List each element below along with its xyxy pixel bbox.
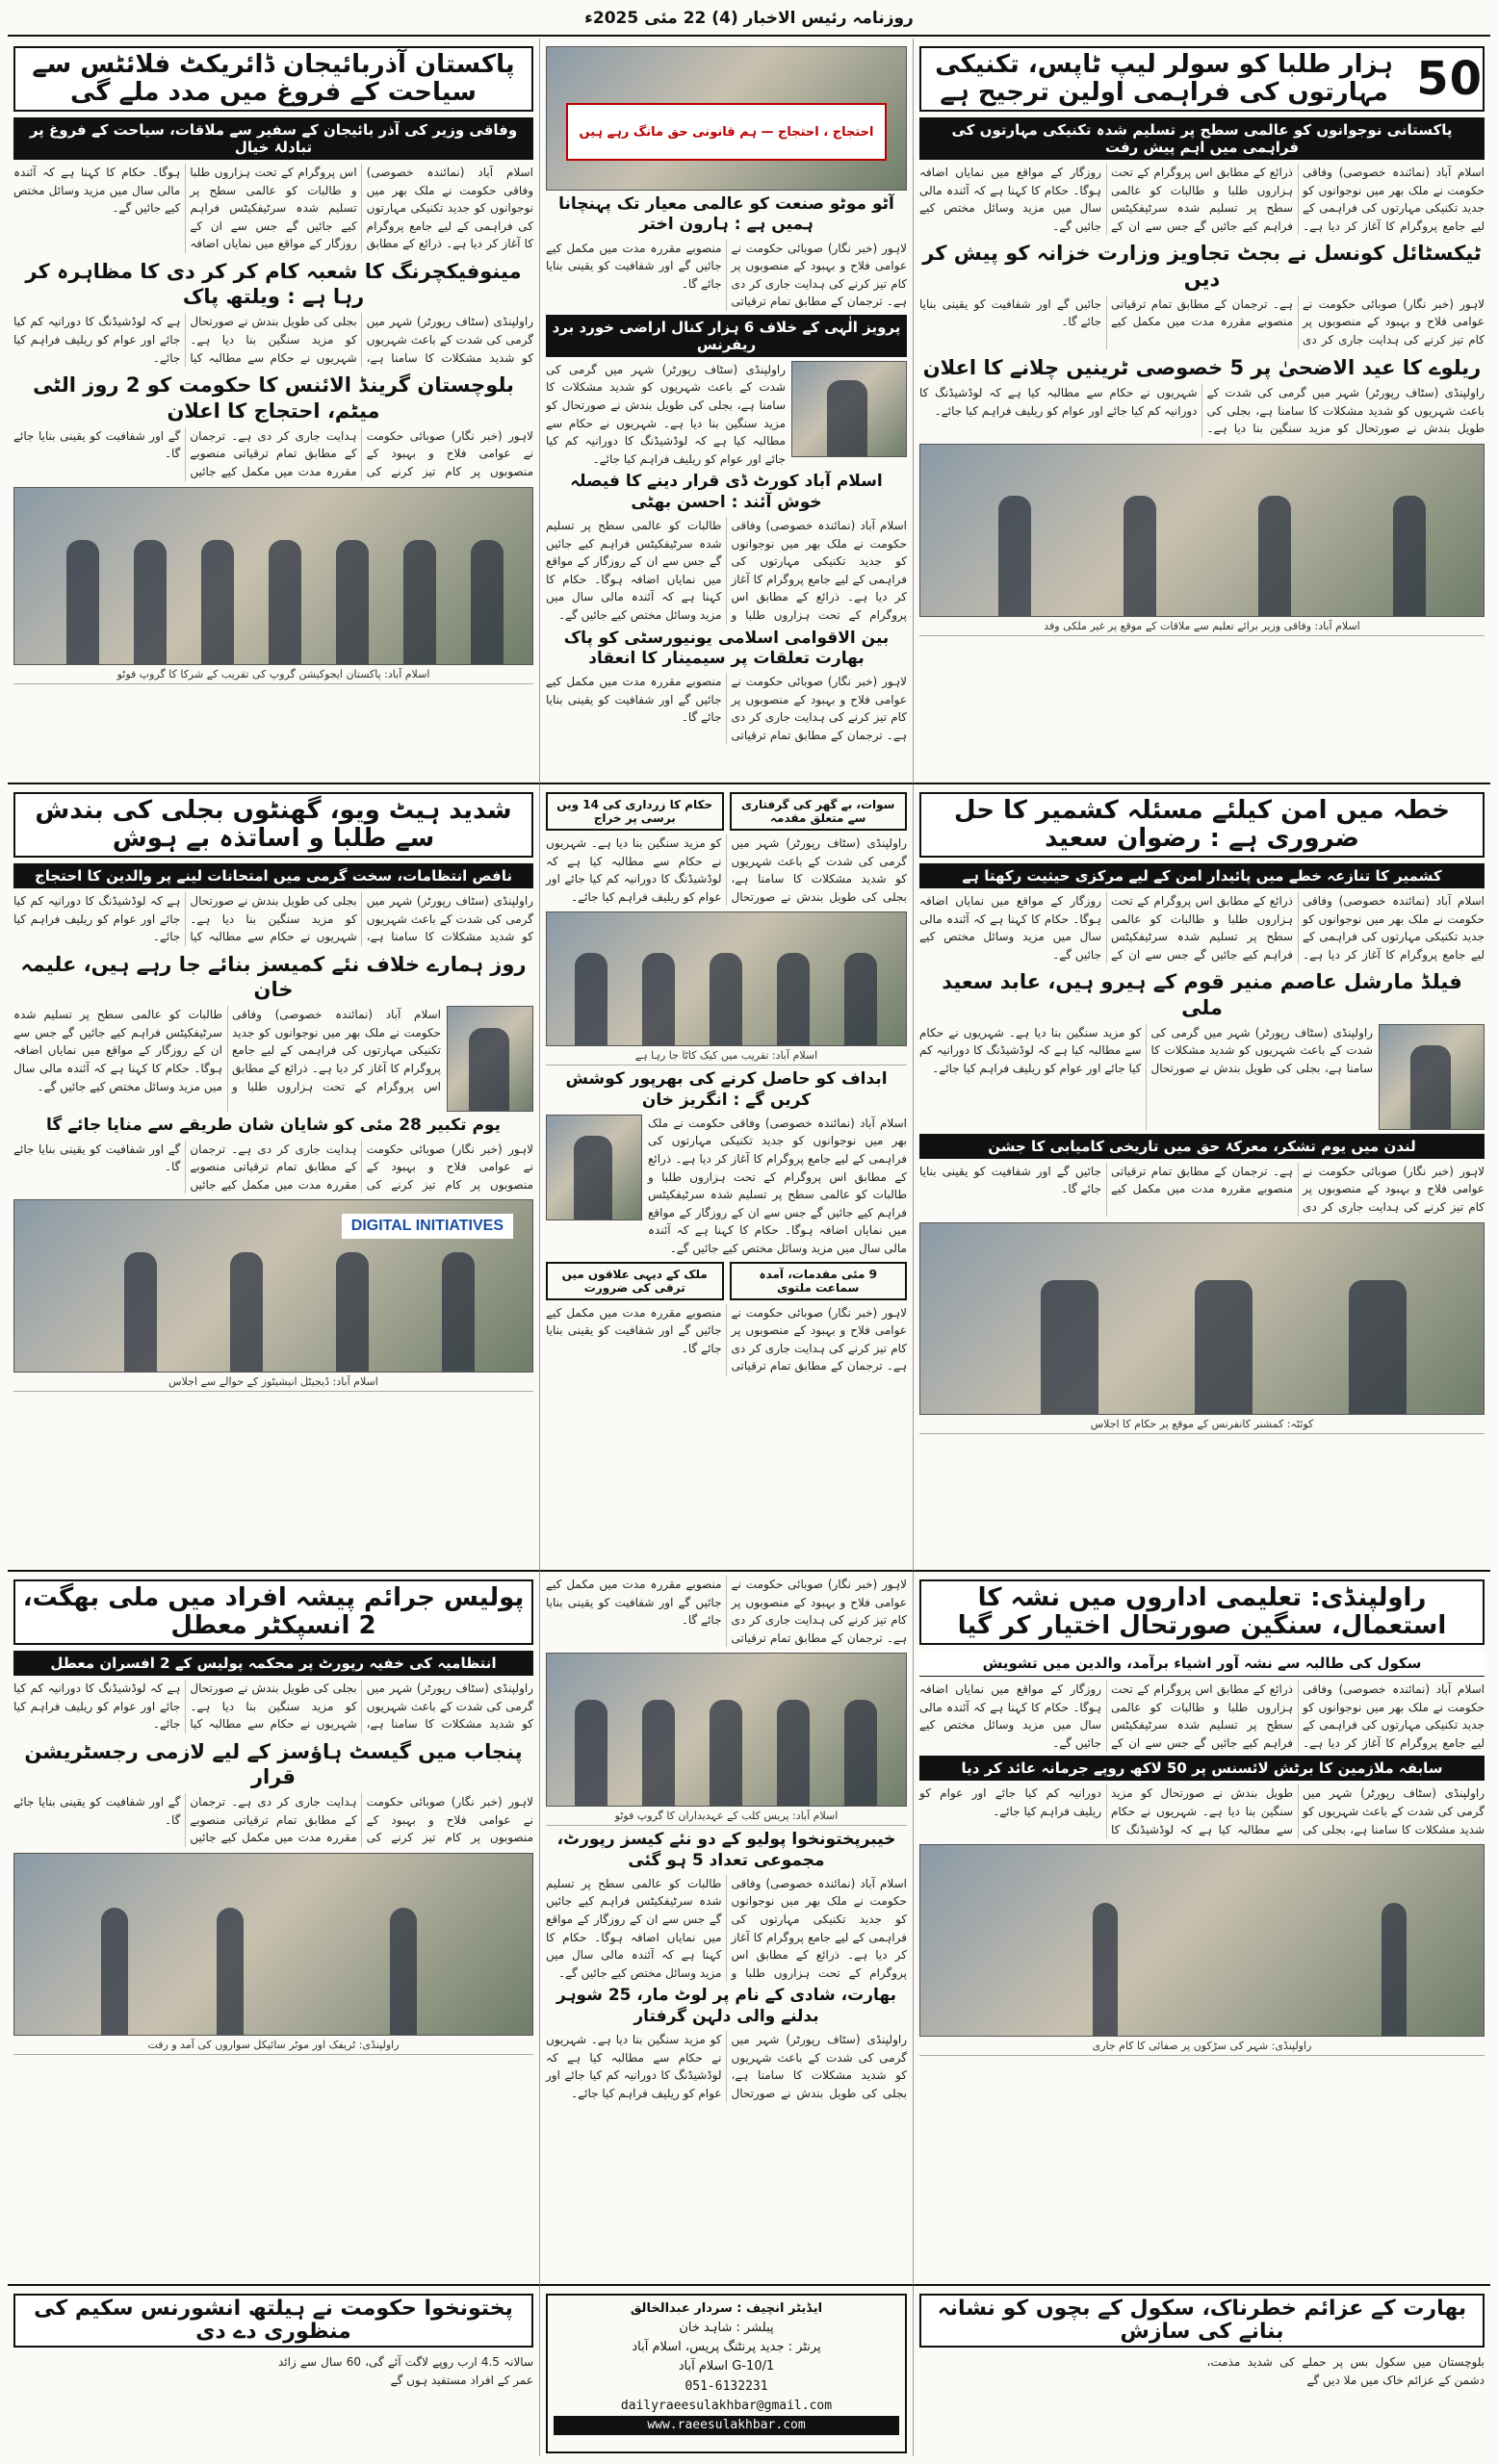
story-heatwave — [8, 784, 539, 1572]
story-students — [913, 38, 1490, 784]
photo-caption: اسلام آباد: پاکستان ایجوکیشن گروپ کی تقریب کے شرکا کا گروپ فوٹو — [13, 665, 533, 684]
story-body-polio: اسلام آباد (نمائندہ خصوصی) وفاقی حکومت نے ملک بھر میں نوجوانوں کو جدید تکنیکی مہارتوں کی فراہمی کے لیے جامع پروگرام کا آغاز کر دیا ہے۔ ذرائع کے مطابق اس پروگرام کے تحت ہزاروں طلبا و طالبات کو عالمی سطح پر تسلیم شدہ سرٹیفکیٹس فراہم کیے جائیں گے جس سے ان کے روزگار کے مواقع میں نمایاں اضافہ ہوگا۔ حکام کا کہنا ہے کہ آئندہ مالی سال میں مزید وسائل مختص کیے جائیں گے۔ — [546, 1876, 907, 1980]
headline-banner: پاکستان آذربائیجان ڈائریکٹ فلائٹس سے سیاحت کے فروغ میں مدد ملے گی — [13, 46, 533, 112]
subheadline: پاکستانی نوجوانوں کو عالمی سطح پر تسلیم شدہ تکنیکی مہارتوں کی فراہمی میں اہم پیش رفت — [919, 117, 1485, 160]
story-body: اسلام آباد (نمائندہ خصوصی) وفاقی حکومت نے ملک بھر میں نوجوانوں کو جدید تکنیکی مہارتوں کی فراہمی کے لیے جامع پروگرام کا آغاز کر دیا ہے۔ ذرائع کے مطابق اس پروگرام کے تحت ہزاروں طلبا و طالبات کو عالمی سطح پر تسلیم شدہ سرٹیفکیٹس فراہم کیے جائیں گے جس سے ان کے روزگار کے مواقع میں نمایاں اضافہ ہوگا۔ حکام کا کہنا ہے کہ آئندہ مالی سال میں مزید وسائل مختص کیے جائیں گے۔ — [919, 166, 1485, 233]
photo-caption: کوئٹہ: کمشنر کانفرنس کے موقع پر حکام کا اجلاس — [919, 1415, 1485, 1434]
story-drugs — [913, 1572, 1490, 2286]
story-body-court: اسلام آباد (نمائندہ خصوصی) وفاقی حکومت نے ملک بھر میں نوجوانوں کو جدید تکنیکی مہارتوں کی فراہمی کے لیے جامع پروگرام کا آغاز کر دیا ہے۔ ذرائع کے مطابق اس پروگرام کے تحت ہزاروں طلبا و طالبات کو عالمی سطح پر تسلیم شدہ سرٹیفکیٹس فراہم کیے جائیں گے جس سے ان کے روزگار کے مواقع میں نمایاں اضافہ ہوگا۔ حکام کا کہنا ہے کہ آئندہ مالی سال میں مزید وسائل مختص کیے جائیں گے۔ — [546, 518, 907, 622]
portrait-photo — [447, 1006, 533, 1112]
brief-box-2: حکام کا زرداری کی 14 ویں برسی پر خراج — [546, 792, 724, 831]
photo-caption: اسلام آباد: ڈیجیٹل انیشیٹوز کے حوالے سے اجلاس — [13, 1373, 533, 1392]
phone-number: 051-6132231 — [684, 2378, 768, 2394]
headline-london: لندن میں یوم تشکر، معرکۂ حق میں تاریخی کامیابی کا جشن — [919, 1134, 1485, 1159]
story-body-briefs: راولپنڈی (سٹاف رپورٹر) شہر میں گرمی کی شدت کے باعث شہریوں کو شدید مشکلات کا سامنا ہے، بجلی کی طویل بندش نے صورتحال کو مزید سنگین بنا دیا ہے۔ شہریوں نے حکام سے مطالبہ کیا ہے کہ لوڈشیڈنگ کا دورانیہ کم کیا جائے اور عوام کو ریلیف فراہم کیا جائے۔ — [546, 836, 907, 904]
headline-field-marshal: فیلڈ مارشل عاصم منیر قوم کے ہیرو ہیں، عابد سعید ملی — [942, 970, 1462, 1019]
email-address[interactable]: dailyraeesulakhbar@gmail.com — [620, 2398, 833, 2413]
story-health-insurance — [8, 2286, 539, 2456]
photo-caption: اسلام آباد: وفاقی وزیر برائے تعلیم سے ملاقات کے موقع پر غیر ملکی وفد — [919, 617, 1485, 636]
headline-manufacturing: مینوفیکچرنگ کا شعبہ کام کر کر دی کا مظاہرہ کر رہا ہے : ویلتھ پاک — [25, 259, 522, 309]
story-body-intro: لاہور (خبر نگار) صوبائی حکومت نے عوامی فلاح و بہبود کے منصوبوں پر کام تیز کرنے کی ہدایت جاری کر دی ہے۔ ترجمان کے مطابق تمام ترقیاتی منصوبے مقررہ مدت میں مکمل کیے جائیں گے اور شفافیت کو یقینی بنایا جائے گا۔ — [546, 1578, 907, 1645]
story-body-fine: راولپنڈی (سٹاف رپورٹر) شہر میں گرمی کی شدت کے باعث شہریوں کو شدید مشکلات کا سامنا ہے، بجلی کی طویل بندش نے صورتحال کو مزید سنگین بنا دیا ہے۔ شہریوں نے حکام سے مطالبہ کیا ہے کہ لوڈشیڈنگ کا دورانیہ کم کیا جائے اور عوام کو ریلیف فراہم کیا جائے۔ — [919, 1786, 1485, 1836]
story-body: بلوچستان میں سکول بس پر حملے کی شدید مذمت، دشمن کے عزائم خاک میں ملا دیں گے — [1206, 2355, 1485, 2387]
editor-in-chief: ایڈیٹر انچیف : سردار عبدالخالق — [630, 2301, 823, 2316]
story-body-pervaiz: راولپنڈی (سٹاف رپورٹر) شہر میں گرمی کی شدت کے باعث شہریوں کو شدید مشکلات کا سامنا ہے، بجلی کی طویل بندش نے صورتحال کو مزید سنگین بنا دیا ہے۔ شہریوں نے حکام سے مطالبہ کیا ہے کہ لوڈشیڈنگ کا دورانیہ کم کیا جائے اور عوام کو ریلیف فراہم کیا جائے۔ — [546, 362, 786, 466]
press-club-photo — [546, 1653, 907, 1807]
brief-box-3: 9 مئی مقدمات، آمدہ سماعت ملتوی — [730, 1262, 908, 1300]
meeting-photo — [919, 444, 1485, 617]
digital-meeting-photo — [13, 1199, 533, 1373]
portrait-photo — [791, 361, 907, 457]
story-body-briefs-2: لاہور (خبر نگار) صوبائی حکومت نے عوامی فلاح و بہبود کے منصوبوں پر کام تیز کرنے کی ہدایت جاری کر دی ہے۔ ترجمان کے مطابق تمام ترقیاتی منصوبے مقررہ مدت میں مکمل کیے جائیں گے اور شفافیت کو یقینی بنایا جائے گا۔ — [546, 1305, 907, 1373]
headline-banner: پولیس جرائم پیشہ افراد میں ملی بھگت، 2 انسپکٹر معطل — [13, 1579, 533, 1645]
headline-balochistan: بلوچستان گرینڈ الائنس کا حکومت کو 2 روز الٹی میٹم، احتجاج کا اعلان — [33, 373, 514, 423]
story-body-field-marshal: راولپنڈی (سٹاف رپورٹر) شہر میں گرمی کی شدت کے باعث شہریوں کو شدید مشکلات کا سامنا ہے، بجلی کی طویل بندش نے صورتحال کو مزید سنگین بنا دیا ہے۔ شہریوں نے حکام سے مطالبہ کیا ہے کہ لوڈشیڈنگ کا دورانیہ کم کیا جائے اور عوام کو ریلیف فراہم کیا جائے۔ — [919, 1025, 1373, 1076]
conference-photo — [919, 1222, 1485, 1415]
story-body-railway: راولپنڈی (سٹاف رپورٹر) شہر میں گرمی کی شدت کے باعث شہریوں کو شدید مشکلات کا سامنا ہے، بجلی کی طویل بندش نے صورتحال کو مزید سنگین بنا دیا ہے۔ شہریوں نے حکام سے مطالبہ کیا ہے کہ لوڈشیڈنگ کا دورانیہ کم کیا جائے اور عوام کو ریلیف فراہم کیا جائے۔ — [919, 385, 1485, 436]
headline-edu: ابداف کو حاصل کرنے کی بھرپور کوشش کریں گے : انگریز خان — [565, 1069, 888, 1110]
protest-banner: احتجاج ، احتجاج — ہم قانونی حق مانگ رہے ہیں — [566, 103, 887, 161]
story-middle-2 — [539, 784, 913, 1572]
brief-box-1: سوات، بے گھر کی گرفتاری سے متعلق مقدمہ — [730, 792, 908, 831]
headline-number: 50 — [1416, 51, 1483, 106]
headline-fine: سابقہ ملازمین کا برٹش لائسنس پر 50 لاکھ روپے جرمانہ عائد کر دیا — [919, 1756, 1485, 1781]
story-police — [8, 1572, 539, 2286]
photo-caption: راولپنڈی: ٹریفک اور موٹر سائیکل سواروں کی آمد و رفت — [13, 2036, 533, 2055]
date-line: روزنامہ رئیس الاخبار (4) 22 مئی 2025ء — [8, 0, 1490, 37]
story-body-aleema: اسلام آباد (نمائندہ خصوصی) وفاقی حکومت نے ملک بھر میں نوجوانوں کو جدید تکنیکی مہارتوں کی فراہمی کے لیے جامع پروگرام کا آغاز کر دیا ہے۔ ذرائع کے مطابق اس پروگرام کے تحت ہزاروں طلبا و طالبات کو عالمی سطح پر تسلیم شدہ سرٹیفکیٹس فراہم کیے جائیں گے جس سے ان کے روزگار کے مواقع میں نمایاں اضافہ ہوگا۔ حکام کا کہنا ہے کہ آئندہ مالی سال میں مزید وسائل مختص کیے جائیں گے۔ — [13, 1008, 441, 1093]
story-body-london: لاہور (خبر نگار) صوبائی حکومت نے عوامی فلاح و بہبود کے منصوبوں پر کام تیز کرنے کی ہدایت جاری کر دی ہے۔ ترجمان کے مطابق تمام ترقیاتی منصوبے مقررہ مدت میں مکمل کیے جائیں گے اور شفافیت کو یقینی بنایا جائے گا۔ — [919, 1164, 1485, 1215]
subheadline: وفاقی وزیر کی آذر بائیجان کے سفیر سے ملاقات، سیاحت کے فروغ پر تبادلۂ خیال — [13, 117, 533, 160]
headline-pervaiz: پرویز الٰہی کے خلاف 6 ہزار کنال اراضی خورد برد ریفرنس — [546, 315, 907, 357]
story-body-balochistan: لاہور (خبر نگار) صوبائی حکومت نے عوامی فلاح و بہبود کے منصوبوں پر کام تیز کرنے کی ہدایت جاری کر دی ہے۔ ترجمان کے مطابق تمام ترقیاتی منصوبے مقررہ مدت میں مکمل کیے جائیں گے اور شفافیت کو یقینی بنایا جائے گا۔ — [13, 428, 533, 478]
road-photo — [919, 1844, 1485, 2037]
story-body: راولپنڈی (سٹاف رپورٹر) شہر میں گرمی کی شدت کے باعث شہریوں کو شدید مشکلات کا سامنا ہے، بجلی کی طویل بندش نے صورتحال کو مزید سنگین بنا دیا ہے۔ شہریوں نے حکام سے مطالبہ کیا ہے کہ لوڈشیڈنگ کا دورانیہ کم کیا جائے اور عوام کو ریلیف فراہم کیا جائے۔ — [13, 1681, 533, 1732]
headline-banner: راولپنڈی: تعلیمی اداروں میں نشہ کا استعمال، سنگین صورتحال اختیار کر گیا — [919, 1579, 1485, 1645]
headline-polio: خیبرپختونخوا پولیو کے دو نئے کیسز رپورٹ، مجموعی تعداد 5 ہو گئی — [556, 1830, 896, 1870]
imprint-box — [539, 2286, 913, 2456]
office-sector: G-10/1 اسلام آباد — [678, 2359, 775, 2374]
protest-photo — [546, 46, 907, 191]
printer: پرنٹر : جدید پرنٹنگ پریس، اسلام آباد — [632, 2340, 821, 2355]
subheadline: کشمیر کا تنازعہ خطے میں پائیدار امن کے لیے مرکزی حیثیت رکھتا ہے — [919, 863, 1485, 888]
brief-box-4: ملک کے دیہی علاقوں میں ترقی کی ضرورت — [546, 1262, 724, 1300]
story-body-auto: لاہور (خبر نگار) صوبائی حکومت نے عوامی فلاح و بہبود کے منصوبوں پر کام تیز کرنے کی ہدایت جاری کر دی ہے۔ ترجمان کے مطابق تمام ترقیاتی منصوبے مقررہ مدت میں مکمل کیے جائیں گے اور شفافیت کو یقینی بنایا جائے گا۔ — [546, 241, 907, 309]
headline-auto: آٹو موٹو صنعت کو عالمی معیار تک پہنچانا ہمیں ہے : ہارون اختر — [558, 194, 894, 235]
headline-banner: بھارت کے عزائم خطرناک، سکول کے بچوں کو نشانہ بنانے کی سازش — [919, 2294, 1485, 2348]
headline-guesthouse: پنجاب میں گیسٹ ہاؤسز کے لیے لازمی رجسٹریشن قرار — [24, 1739, 523, 1789]
headline-iiu: بین الاقوامی اسلامی یونیورسٹی کو پاک بھارت تعلقات پر سیمینار کا انعقاد — [563, 628, 890, 668]
cake-photo — [546, 911, 907, 1046]
photo-caption: راولپنڈی: شہر کی سڑکوں پر صفائی کا کام جاری — [919, 2037, 1485, 2056]
story-body: اسلام آباد (نمائندہ خصوصی) وفاقی حکومت نے ملک بھر میں نوجوانوں کو جدید تکنیکی مہارتوں کی فراہمی کے لیے جامع پروگرام کا آغاز کر دیا ہے۔ ذرائع کے مطابق اس پروگرام کے تحت ہزاروں طلبا و طالبات کو عالمی سطح پر تسلیم شدہ سرٹیفکیٹس فراہم کیے جائیں گے جس سے ان کے روزگار کے مواقع میں نمایاں اضافہ ہوگا۔ حکام کا کہنا ہے کہ آئندہ مالی سال میں مزید وسائل مختص کیے جائیں گے۔ — [919, 1682, 1485, 1750]
story-kashmir — [913, 784, 1490, 1572]
headline-banner: شدید ہیٹ ویو، گھنٹوں بجلی کی بندش سے طلبا و اساتذہ بے ہوش — [13, 792, 533, 858]
story-body-iiu: لاہور (خبر نگار) صوبائی حکومت نے عوامی فلاح و بہبود کے منصوبوں پر کام تیز کرنے کی ہدایت جاری کر دی ہے۔ ترجمان کے مطابق تمام ترقیاتی منصوبے مقررہ مدت میں مکمل کیے جائیں گے اور شفافیت کو یقینی بنایا جائے گا۔ — [546, 675, 907, 742]
headline-railway: ریلوے کا عید الاضحیٰ پر 5 خصوصی ٹرینیں چلانے کا اعلان — [922, 355, 1482, 379]
headline-court: اسلام آباد کورٹ ڈی قرار دینے کا فیصلہ خوش آئند : احسن بھٹی — [570, 472, 883, 512]
story-azerbaijan — [8, 38, 539, 784]
traffic-photo — [13, 1853, 533, 2036]
imprint — [546, 2294, 907, 2453]
story-body-manufacturing: راولپنڈی (سٹاف رپورٹر) شہر میں گرمی کی شدت کے باعث شہریوں کو شدید مشکلات کا سامنا ہے، بجلی کی طویل بندش نے صورتحال کو مزید سنگین بنا دیا ہے۔ شہریوں نے حکام سے مطالبہ کیا ہے کہ لوڈشیڈنگ کا دورانیہ کم کیا جائے اور عوام کو ریلیف فراہم کیا جائے۔ — [13, 315, 533, 365]
website-link[interactable]: www.raeesulakhbar.com — [554, 2416, 899, 2435]
digital-initiatives-sign: DIGITAL INITIATIVES — [342, 1214, 513, 1239]
portrait-photo-2 — [546, 1115, 642, 1220]
story-body-india: راولپنڈی (سٹاف رپورٹر) شہر میں گرمی کی شدت کے باعث شہریوں کو شدید مشکلات کا سامنا ہے، بجلی کی طویل بندش نے صورتحال کو مزید سنگین بنا دیا ہے۔ شہریوں نے حکام سے مطالبہ کیا ہے کہ لوڈشیڈنگ کا دورانیہ کم کیا جائے اور عوام کو ریلیف فراہم کیا جائے۔ — [546, 2032, 907, 2100]
story-body-textile: لاہور (خبر نگار) صوبائی حکومت نے عوامی فلاح و بہبود کے منصوبوں پر کام تیز کرنے کی ہدایت جاری کر دی ہے۔ ترجمان کے مطابق تمام ترقیاتی منصوبے مقررہ مدت میں مکمل کیے جائیں گے اور شفافیت کو یقینی بنایا جائے گا۔ — [919, 296, 1485, 347]
headline-textile: ٹیکسٹائل کونسل نے بجٹ تجاویز وزارت خزانہ کو پیش کر دیں — [922, 242, 1482, 291]
story-body-edu: اسلام آباد (نمائندہ خصوصی) وفاقی حکومت نے ملک بھر میں نوجوانوں کو جدید تکنیکی مہارتوں کی فراہمی کے لیے جامع پروگرام کا آغاز کر دیا ہے۔ ذرائع کے مطابق اس پروگرام کے تحت ہزاروں طلبا و طالبات کو عالمی سطح پر تسلیم شدہ سرٹیفکیٹس فراہم کیے جائیں گے جس سے ان کے روزگار کے مواقع میں نمایاں اضافہ ہوگا۔ حکام کا کہنا ہے کہ آئندہ مالی سال میں مزید وسائل مختص کیے جائیں گے۔ — [648, 1116, 907, 1256]
headline-text: ہزار طلبا کو سولر لیپ ٹاپس، تکنیکی مہارتوں کی فراہمی اولین ترجیح ہے — [935, 50, 1393, 107]
headline-india: بھارت، شادی کے نام پر لوٹ مار، 25 شوہر بدلنے والی دلہن گرفتار — [556, 1986, 896, 2026]
story-body: اسلام آباد (نمائندہ خصوصی) وفاقی حکومت نے ملک بھر میں نوجوانوں کو جدید تکنیکی مہارتوں کی فراہمی کے لیے جامع پروگرام کا آغاز کر دیا ہے۔ ذرائع کے مطابق اس پروگرام کے تحت ہزاروں طلبا و طالبات کو عالمی سطح پر تسلیم شدہ سرٹیفکیٹس فراہم کیے جائیں گے جس سے ان کے روزگار کے مواقع میں نمایاں اضافہ ہوگا۔ حکام کا کہنا ہے کہ آئندہ مالی سال میں مزید وسائل مختص کیے جائیں گے۔ — [13, 166, 533, 251]
story-middle-3 — [539, 1572, 913, 2286]
story-body: سالانہ 4.5 ارب روپے لاگت آئے گی، 60 سال سے زائد عمر کے افراد مستفید ہوں گے — [278, 2355, 534, 2387]
subheadline: نافص انتظامات، سخت گرمی میں امتحانات لینے پر والدین کا احتجاج — [13, 863, 533, 888]
photo-caption: اسلام آباد: پریس کلب کے عہدیداران کا گروپ فوٹو — [546, 1807, 907, 1826]
headline-banner — [919, 46, 1485, 112]
story-body: راولپنڈی (سٹاف رپورٹر) شہر میں گرمی کی شدت کے باعث شہریوں کو شدید مشکلات کا سامنا ہے، بجلی کی طویل بندش نے صورتحال کو مزید سنگین بنا دیا ہے۔ شہریوں نے حکام سے مطالبہ کیا ہے کہ لوڈشیڈنگ کا دورانیہ کم کیا جائے اور عوام کو ریلیف فراہم کیا جائے۔ — [13, 894, 533, 944]
publisher: پبلشر : شاہد خان — [679, 2321, 774, 2336]
subheadline: انتظامیہ کی خفیہ رپورٹ پر محکمہ پولیس کے 2 افسران معطل — [13, 1651, 533, 1676]
story-body-guesthouse: لاہور (خبر نگار) صوبائی حکومت نے عوامی فلاح و بہبود کے منصوبوں پر کام تیز کرنے کی ہدایت جاری کر دی ہے۔ ترجمان کے مطابق تمام ترقیاتی منصوبے مقررہ مدت میں مکمل کیے جائیں گے اور شفافیت کو یقینی بنایا جائے گا۔ — [13, 1795, 533, 1845]
subheadline: سکول کی طالبہ سے نشہ آور اشیاء برآمد، والدین میں تشویش — [919, 1651, 1485, 1677]
story-body: اسلام آباد (نمائندہ خصوصی) وفاقی حکومت نے ملک بھر میں نوجوانوں کو جدید تکنیکی مہارتوں کی فراہمی کے لیے جامع پروگرام کا آغاز کر دیا ہے۔ ذرائع کے مطابق اس پروگرام کے تحت ہزاروں طلبا و طالبات کو عالمی سطح پر تسلیم شدہ سرٹیفکیٹس فراہم کیے جائیں گے جس سے ان کے روزگار کے مواقع میں نمایاں اضافہ ہوگا۔ حکام کا کہنا ہے کہ آئندہ مالی سال میں مزید وسائل مختص کیے جائیں گے۔ — [919, 894, 1485, 962]
story-middle-1 — [539, 38, 913, 784]
headline-takbeer: یوم تکبیر 28 مئی کو شایان شان طریقے سے منایا جائے گا — [46, 1116, 501, 1136]
headline-aleema: روز ہمارے خلاف نئے کمیسز بنائے جا رہے ہیں، علیمہ خان — [20, 952, 527, 1002]
page-grid — [8, 38, 1490, 2456]
portrait-photo — [1379, 1024, 1485, 1130]
group-photo — [13, 487, 533, 665]
headline-banner: خطہ میں امن کیلئے مسئلہ کشمیر کا حل ضروری ہے : رضوان سعید — [919, 792, 1485, 858]
photo-caption: اسلام آباد: تقریب میں کیک کاٹا جا رہا ہے — [546, 1046, 907, 1065]
story-body-takbeer: لاہور (خبر نگار) صوبائی حکومت نے عوامی فلاح و بہبود کے منصوبوں پر کام تیز کرنے کی ہدایت جاری کر دی ہے۔ ترجمان کے مطابق تمام ترقیاتی منصوبے مقررہ مدت میں مکمل کیے جائیں گے اور شفافیت کو یقینی بنایا جائے گا۔ — [13, 1142, 533, 1192]
headline-banner: پختونخوا حکومت نے ہیلتھ انشورنس سکیم کی منظوری دے دی — [13, 2294, 533, 2348]
story-india-threat — [913, 2286, 1490, 2456]
